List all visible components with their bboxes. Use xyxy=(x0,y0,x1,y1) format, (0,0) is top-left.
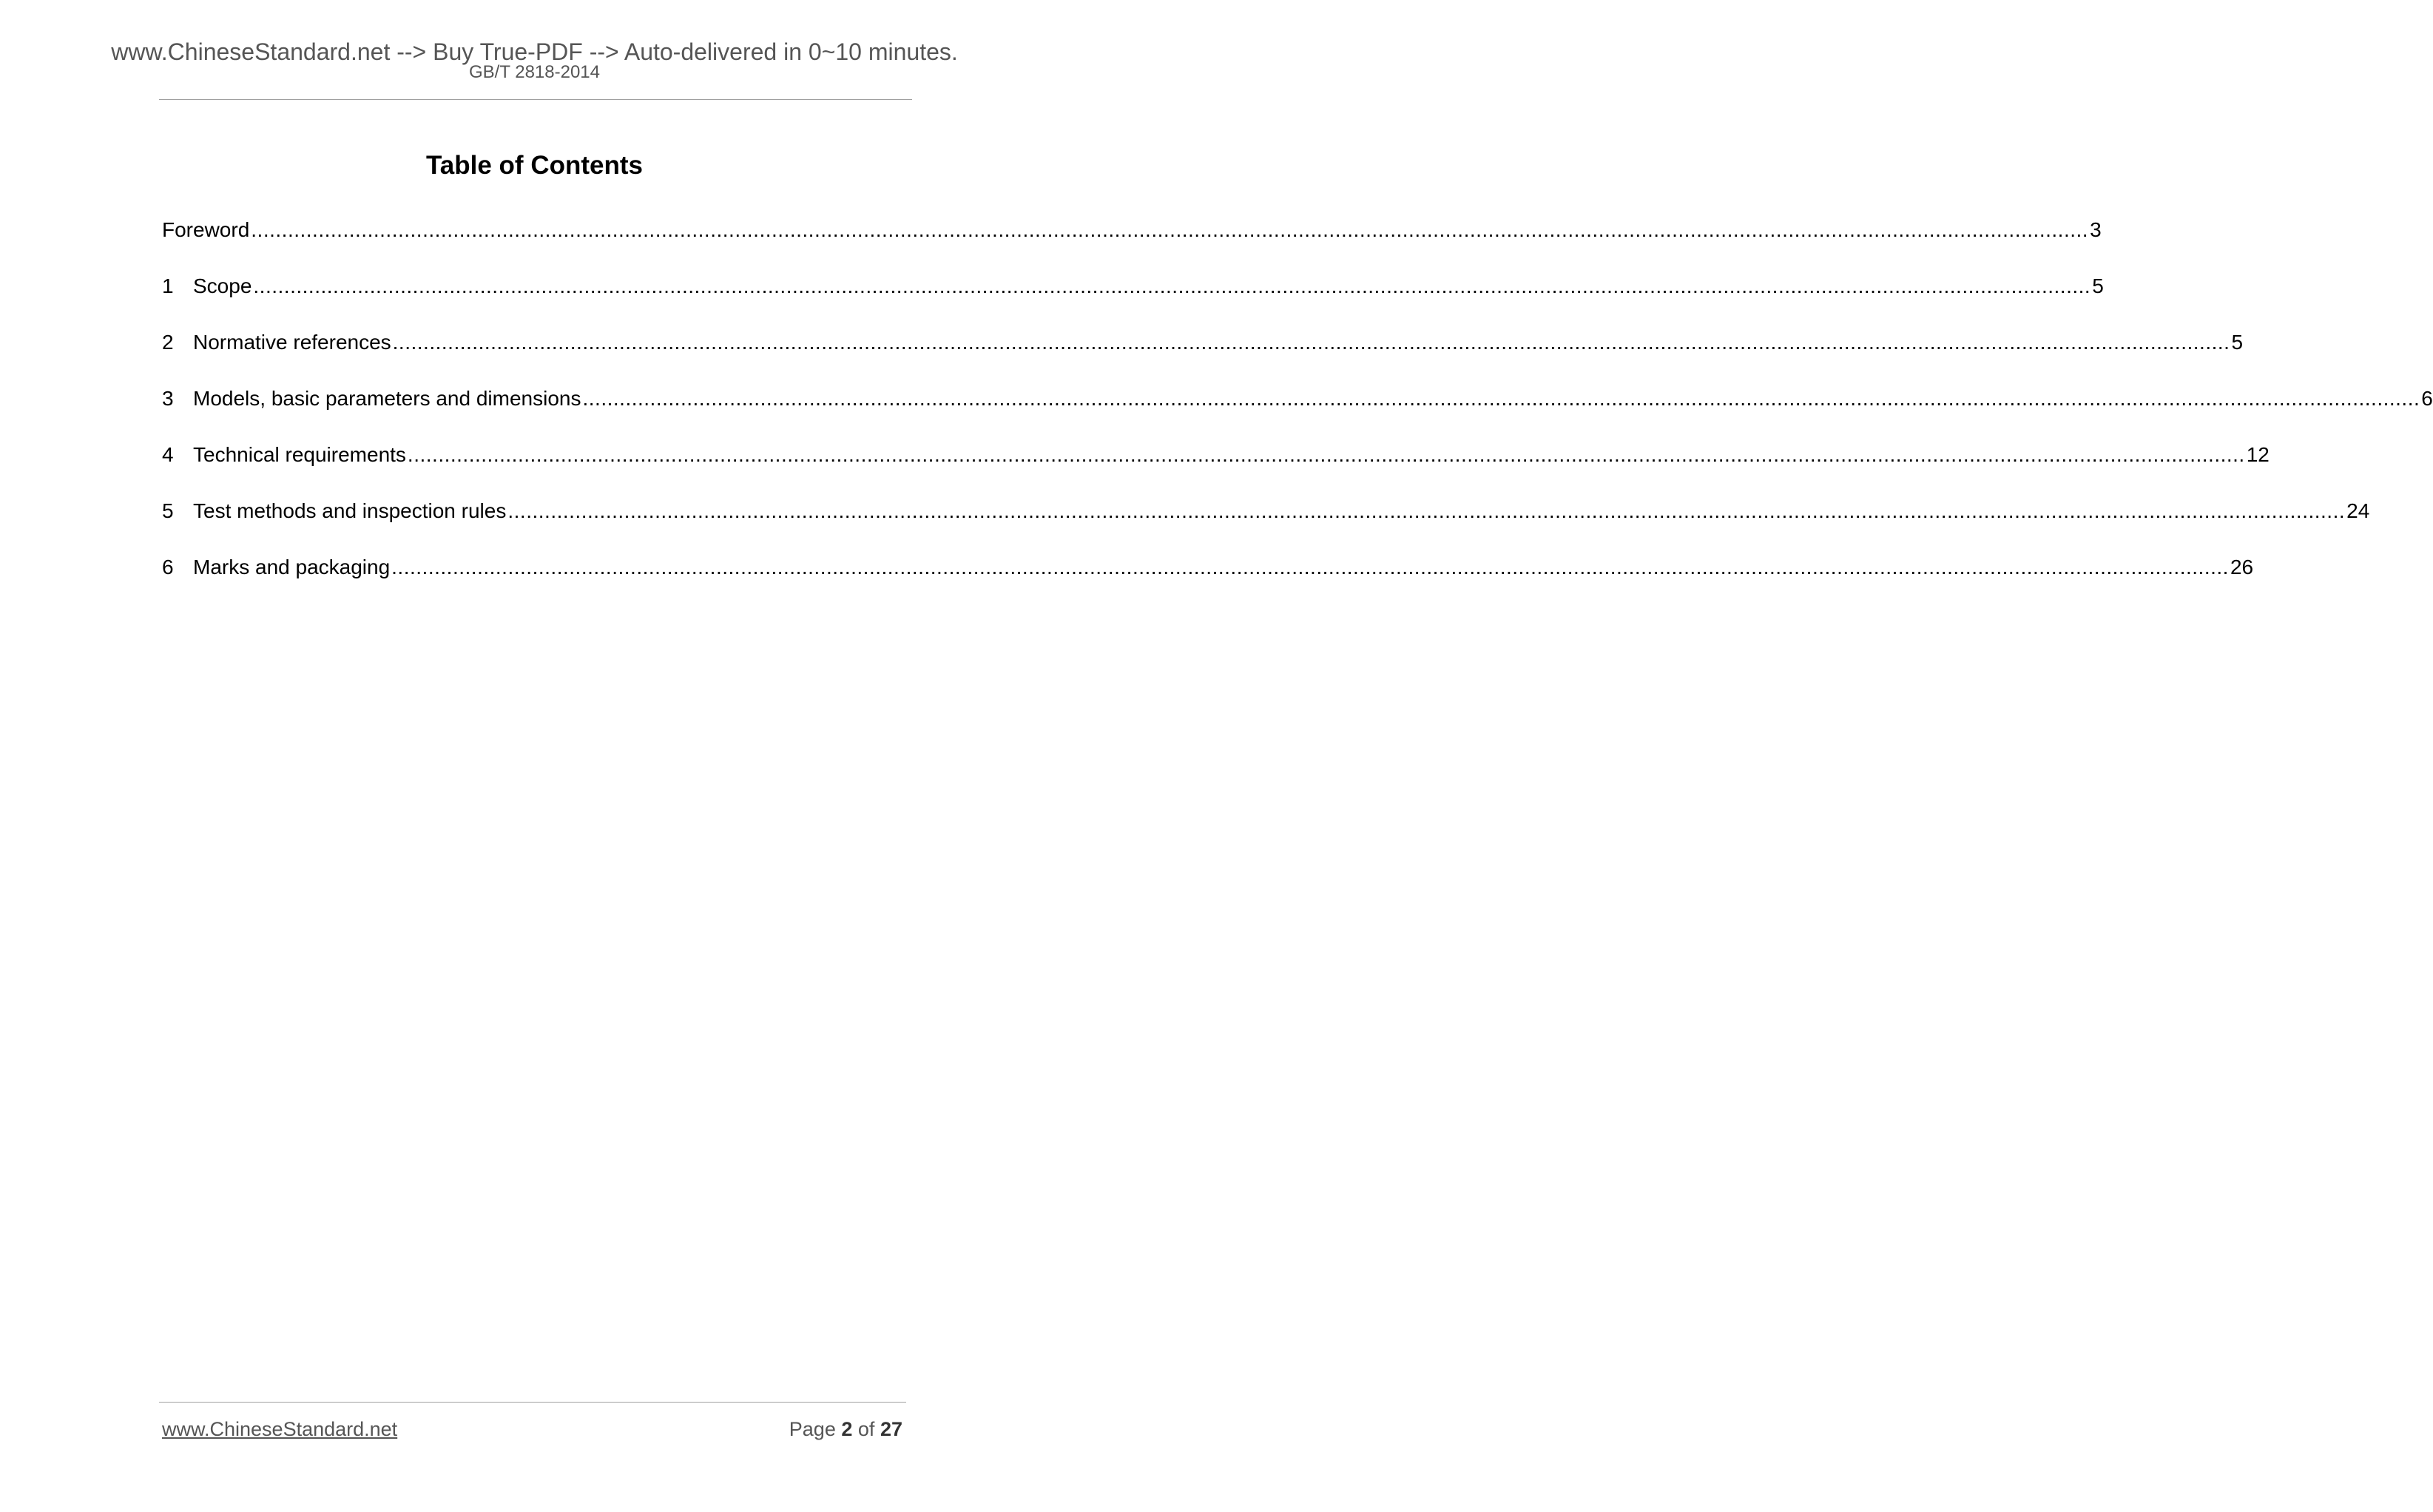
toc-entry-number: 4 xyxy=(162,443,174,466)
total-page-count: 27 xyxy=(880,1418,902,1440)
footer-divider xyxy=(159,1402,906,1403)
toc-dot-leader: ............................................................................................................................................................................................................................................................................................................ xyxy=(251,218,2089,241)
page-indicator xyxy=(789,1420,902,1440)
toc-entry-page: 12 xyxy=(2246,443,2270,466)
toc-dot-leader: ............................................................................................................................................................................................................................................................................................................ xyxy=(407,443,2245,466)
toc-list xyxy=(162,217,2433,611)
page-separator: of xyxy=(857,1418,875,1440)
toc-entry-page: 5 xyxy=(2231,331,2244,354)
toc-entry-label: Models, basic parameters and dimensions xyxy=(193,387,581,410)
toc-entry-label: Foreword xyxy=(162,218,250,241)
toc-entry-page: 6 xyxy=(2421,387,2433,410)
toc-entry-label: Test methods and inspection rules xyxy=(193,499,507,522)
toc-entry-label: Technical requirements xyxy=(193,443,406,466)
page-prefix: Page xyxy=(789,1418,836,1440)
toc-dot-leader: ............................................................................................................................................................................................................................................................................................................ xyxy=(253,274,2091,297)
toc-dot-leader: ............................................................................................................................................................................................................................................................................................................ xyxy=(507,499,2346,522)
current-page-number: 2 xyxy=(841,1418,853,1440)
toc-entry-number: 5 xyxy=(162,499,174,522)
toc-entry-page: 24 xyxy=(2346,499,2370,522)
toc-entry-page: 3 xyxy=(2090,218,2102,241)
toc-entry-number: 6 xyxy=(162,556,174,578)
header-banner: www.ChineseStandard.net --> Buy True-PDF --> Auto-delivered in 0~10 minutes. xyxy=(111,38,958,65)
toc-entry-test-methods[interactable] xyxy=(162,499,2370,555)
toc-entry-page: 26 xyxy=(2230,556,2254,578)
toc-entry-page: 5 xyxy=(2092,274,2104,297)
footer-website-link[interactable]: www.ChineseStandard.net xyxy=(162,1418,398,1440)
toc-dot-leader: ............................................................................................................................................................................................................................................................................................................ xyxy=(582,387,2420,410)
toc-entry-normative-references[interactable] xyxy=(162,330,2244,386)
page-title: Table of Contents xyxy=(426,151,643,180)
toc-entry-number: 3 xyxy=(162,387,174,410)
toc-entry-scope[interactable] xyxy=(162,274,2104,330)
toc-dot-leader: ............................................................................................................................................................................................................................................................................................................ xyxy=(392,331,2230,354)
toc-entry-marks-packaging[interactable] xyxy=(162,555,2254,611)
toc-entry-models[interactable] xyxy=(162,386,2433,442)
toc-entry-technical-requirements[interactable] xyxy=(162,442,2270,499)
toc-entry-foreword[interactable] xyxy=(162,217,2102,274)
toc-entry-label: Normative references xyxy=(193,331,391,354)
standard-code: GB/T 2818-2014 xyxy=(468,62,600,82)
toc-entry-number: 1 xyxy=(162,274,174,297)
toc-entry-label: Marks and packaging xyxy=(193,556,391,578)
header-divider xyxy=(159,99,912,100)
toc-entry-number: 2 xyxy=(162,331,174,354)
toc-dot-leader: ............................................................................................................................................................................................................................................................................................................ xyxy=(391,556,2229,578)
toc-entry-label: Scope xyxy=(193,274,252,297)
